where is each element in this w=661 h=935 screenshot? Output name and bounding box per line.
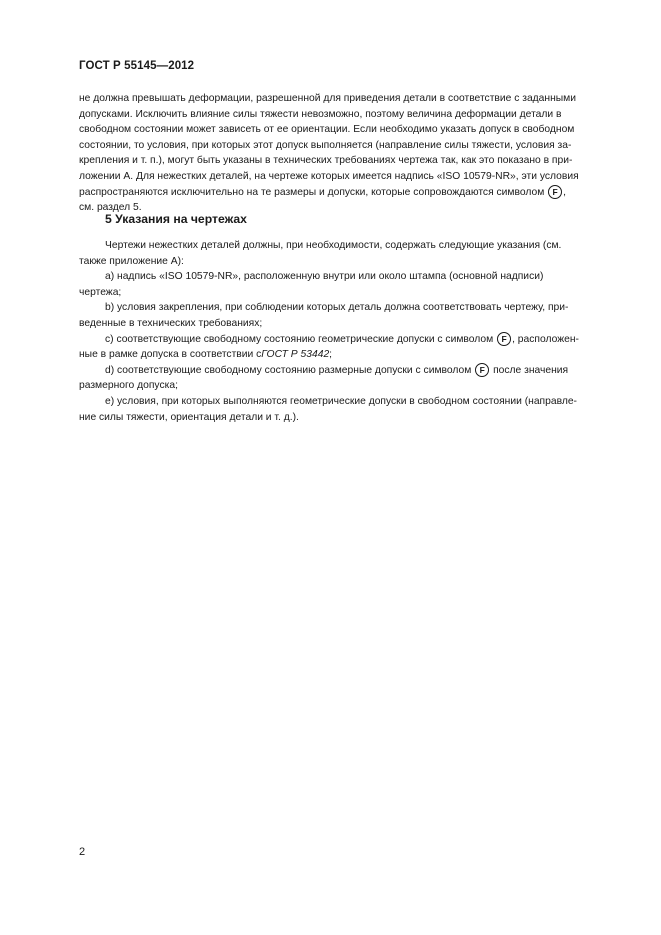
text-line: крепления и т. п.), могут быть указаны в технических требованиях чертежа так, как это показано в при- (79, 155, 573, 167)
text-line: ложении А. Для нежестких деталей, на чертеже которых имеется надпись «ISO 10579-NR», эти условия (79, 170, 579, 182)
free-state-symbol-icon: F (548, 185, 562, 199)
list-item-c (79, 332, 585, 348)
paragraph-free-state-deformation (79, 91, 585, 216)
list-item-a: a) надпись «ISO 10579-NR», расположенную внутри или около штампа (основной надписи) (105, 271, 544, 283)
text-line: состоянии, то условия, при которых этот допуск выполняется (направление силы тяжести, условия за- (79, 139, 572, 151)
page-number: 2 (79, 846, 86, 858)
standard-reference: ГОСТ Р 53442 (261, 349, 330, 361)
text-segment: d) соответствующие свободному состоянию размерные допуски с символом (105, 364, 472, 376)
text-line: Чертежи нежестких деталей должны, при необходимости, содержать следующие указания (см. (105, 240, 562, 251)
text-line: также приложение А): (79, 255, 184, 267)
text-segment: после значения (493, 364, 569, 376)
text-line: свободном состоянии может зависеть от ее ориентации. Если необходимо указать допуск в свободном (79, 124, 575, 136)
free-state-symbol-icon: F (475, 363, 489, 377)
free-state-symbol-icon: F (497, 332, 511, 346)
document-header: ГОСТ Р 55145—2012 (79, 60, 195, 72)
paragraph-drawing-instructions (79, 238, 585, 425)
list-item-b: b) условия закрепления, при соблюдении которых деталь должна соответствовать чертежу, при- (105, 302, 569, 314)
text-segment: , (563, 186, 567, 198)
text-line: размерного допуска; (79, 380, 178, 392)
text-segment: ные в рамке допуска в соответствии с (79, 349, 262, 361)
text-line: см. раздел 5. (79, 202, 142, 214)
list-item-e: e) условия, при которых выполняются геометрические допуски в свободном состоянии (направле- (105, 395, 577, 407)
text-line (79, 347, 585, 363)
text-line: не должна превышать деформации, разрешенной для приведения детали в соответствие с заданными (79, 93, 577, 104)
text-line: допусками. Исключить влияние силы тяжести невозможно, поэтому величина деформации детали в (79, 108, 562, 120)
text-segment: c) соответствующие свободному состоянию геометрические допуски с символом (105, 333, 494, 345)
section-heading: 5 Указания на чертежах (105, 212, 247, 226)
text-segment: , расположен- (512, 333, 579, 345)
text-line (79, 185, 585, 201)
list-item-d (79, 363, 585, 379)
text-line: ние силы тяжести, ориентация детали и т. д.). (79, 411, 299, 423)
text-segment: ; (329, 349, 333, 361)
text-line: чертежа; (79, 286, 122, 298)
text-line: веденные в технических требованиях; (79, 317, 263, 329)
text-segment: распространяются исключительно на те размеры и допуски, которые сопровождаются символом (79, 186, 545, 198)
